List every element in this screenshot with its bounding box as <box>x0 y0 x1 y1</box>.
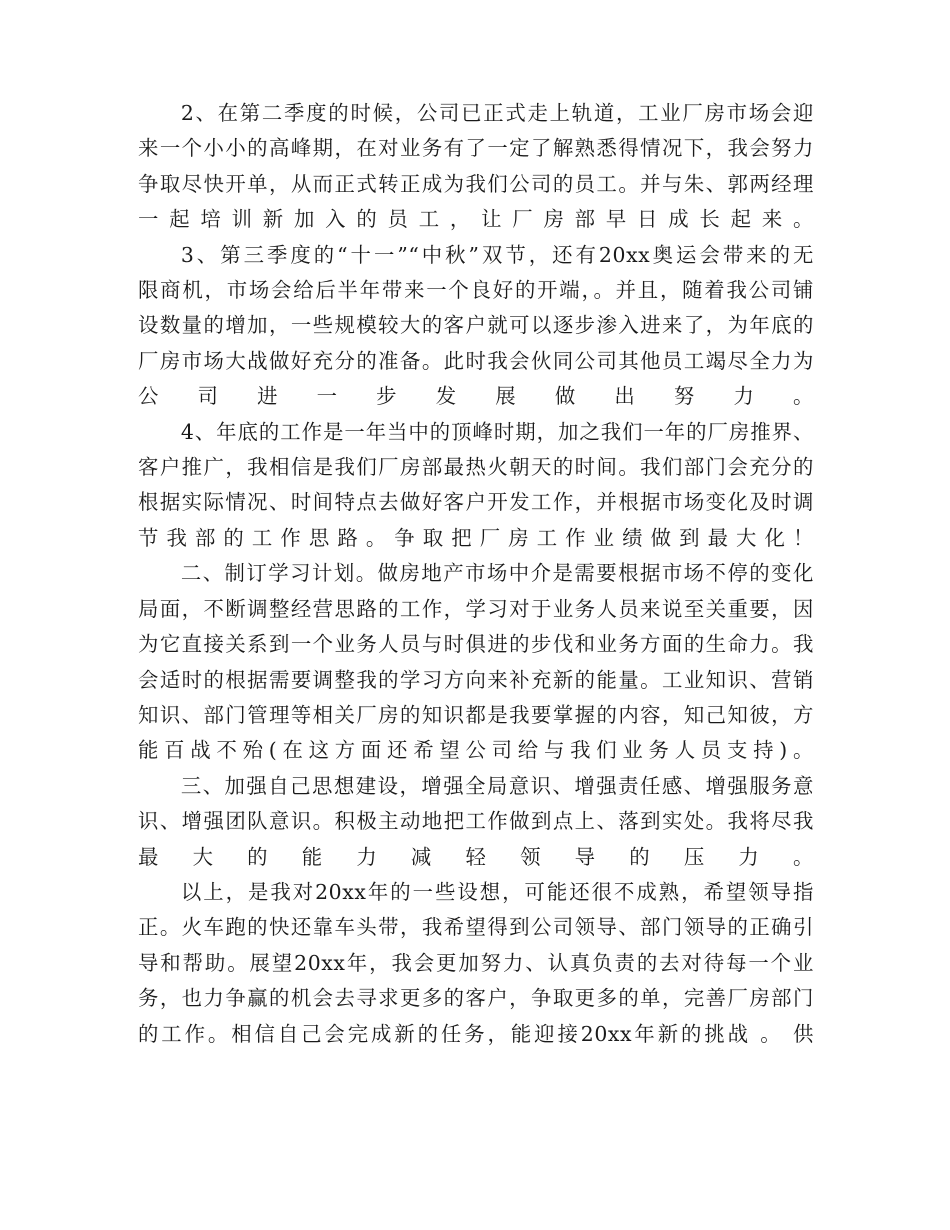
text-line: 2、在第二季度的时候，公司已正式走上轨道，工业厂房市场会迎 <box>180 101 814 125</box>
text-line: 以上，是我对20xx年的一些设想，可能还很不成熟，希望领导指 <box>180 879 814 904</box>
text-line: 三、加强自己思想建设，增强全局意识、增强责任感、增强服务意 <box>180 773 814 798</box>
text-line: 3、第三季度的“十一”“中秋”双节，还有20xx奥运会带来的无 <box>180 242 814 267</box>
document-body <box>138 96 814 1052</box>
text-line: 务，也力争赢的机会去寻求更多的客户，争取更多的单，完善厂房部门 <box>138 986 814 1011</box>
text-line: 根据实际情况、时间特点去做好客户开发工作，并根据市场变化及时调 <box>138 490 814 515</box>
paragraph-learning-plan <box>138 556 814 768</box>
text-line: 公司进一步发展做出努力。 <box>138 384 814 409</box>
paragraph-q4-plan <box>138 415 814 557</box>
text-line: 争取尽快开单，从而正式转正成为我们公司的员工。并与朱、郭两经理 <box>138 171 814 196</box>
text-line: 节我部的工作思路。争取把厂房工作业绩做到最大化！ <box>138 525 814 550</box>
paragraph-q2-plan <box>138 96 814 238</box>
text-line: 能百战不殆(在这方面还希望公司给与我们业务人员支持)。 <box>138 738 814 763</box>
text-line: 正。火车跑的快还靠车头带，我希望得到公司领导、部门领导的正确引 <box>138 915 814 940</box>
text-line: 识、增强团队意识。积极主动地把工作做到点上、落到实处。我将尽我 <box>138 809 814 834</box>
text-line: 设数量的增加，一些规模较大的客户就可以逐步渗入进来了，为年底的 <box>138 313 814 338</box>
text-line: 厂房市场大战做好充分的准备。此时我会伙同公司其他员工竭尽全力为 <box>138 348 814 373</box>
paragraph-conclusion <box>138 875 814 1052</box>
text-line: 客户推广，我相信是我们厂房部最热火朝天的时间。我们部门会充分的 <box>138 455 814 480</box>
text-line: 会适时的根据需要调整我的学习方向来补充新的能量。工业知识、营销 <box>138 667 814 692</box>
text-line: 知识、部门管理等相关厂房的知识都是我要掌握的内容，知己知彼，方 <box>138 702 814 727</box>
paragraph-q3-plan <box>138 238 814 415</box>
text-line: 的工作。相信自己会完成新的任务，能迎接20xx年新的挑战 。 供 <box>138 1021 814 1046</box>
text-line: 4、年底的工作是一年当中的顶峰时期，加之我们一年的厂房推界、 <box>180 419 814 444</box>
text-line: 二、制订学习计划。做房地产市场中介是需要根据市场不停的变化 <box>180 561 814 586</box>
text-line: 限商机，市场会给后半年带来一个良好的开端，。并且，随着我公司铺 <box>138 278 814 303</box>
text-line: 最大的能力减轻领导的压力。 <box>138 844 814 869</box>
text-line: 为它直接关系到一个业务人员与时俱进的步伐和业务方面的生命力。我 <box>138 632 814 657</box>
paragraph-self-development <box>138 769 814 875</box>
text-line: 一起培训新加入的员工，让厂房部早日成长起来。 <box>138 207 814 232</box>
text-line: 来一个小小的高峰期，在对业务有了一定了解熟悉得情况下，我会努力 <box>138 136 814 161</box>
text-line: 局面，不断调整经营思路的工作，学习对于业务人员来说至关重要，因 <box>138 596 814 621</box>
text-line: 导和帮助。展望20xx年，我会更加努力、认真负责的去对待每一个业 <box>138 950 814 975</box>
